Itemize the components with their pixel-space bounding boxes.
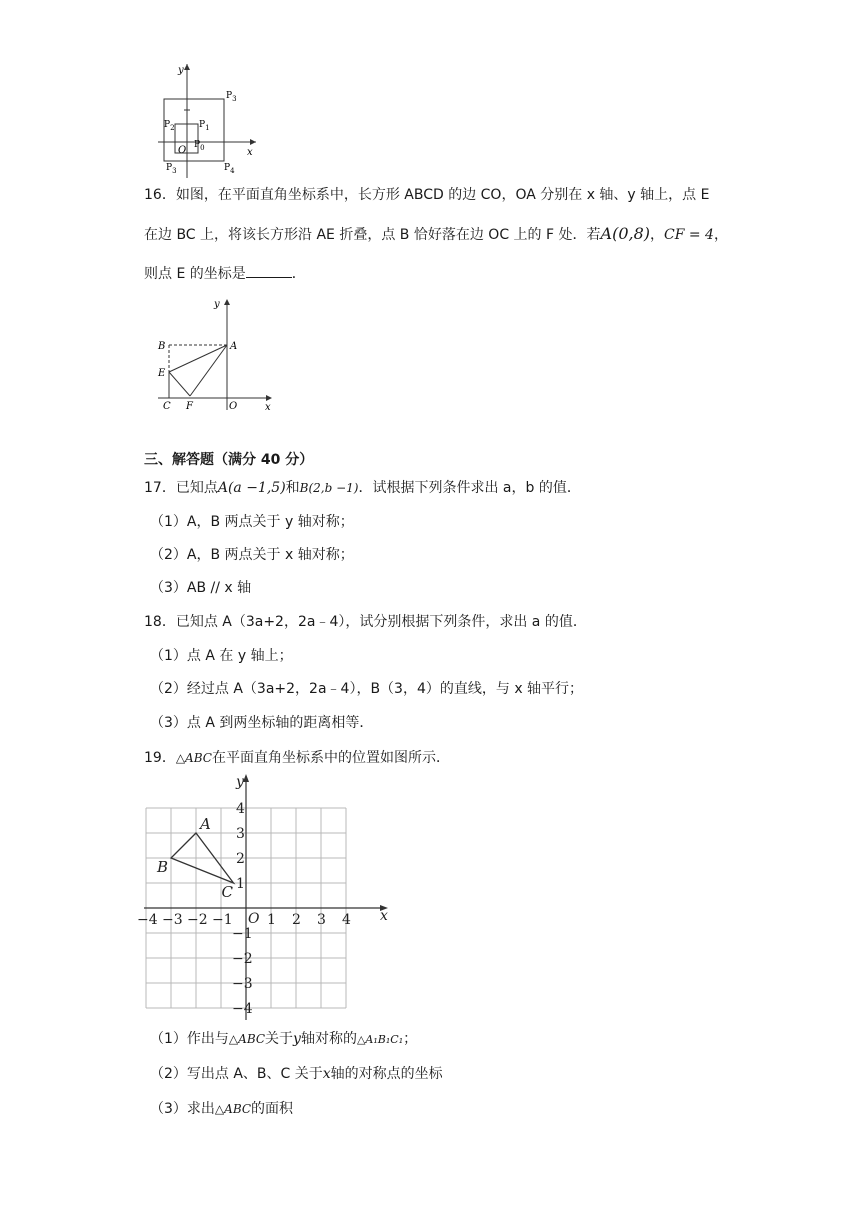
q16-line3: 则点 E 的坐标是 ． [144, 263, 306, 284]
q16-line1: 16．如图，在平面直角坐标系中，长方形 ABCD 的边 CO，OA 分别在 x 轴、y 轴上，点 E [144, 187, 710, 203]
q19-stem: 19．△ABC在平面直角坐标系中的位置如图所示． [144, 750, 450, 766]
y-tick-label: −3 [232, 976, 253, 992]
svg-text:P4: $P_4$ [224, 163, 235, 175]
q18-part-1: （1）点 A 在 y 轴上； [150, 648, 293, 664]
svg-text:P1: $P_1$ [199, 120, 210, 132]
y-tick-label: −2 [232, 951, 253, 967]
q18-part-3: （3）点 A 到两坐标轴的距离相等． [150, 715, 374, 731]
y-tick-label: 3 [236, 826, 245, 842]
fig16-label-F: F [186, 401, 193, 412]
y-tick-label: 2 [236, 851, 245, 867]
fig16-label-E: E [158, 368, 166, 379]
x-tick-label: −1 [212, 912, 233, 928]
q17-part-2: （2）A，B 两点关于 x 轴对称； [150, 547, 354, 563]
x-tick-label: 3 [317, 912, 326, 928]
x-tick-label: 2 [292, 912, 301, 928]
vertex-label-b: B [157, 858, 169, 876]
fig16-label-A: A [230, 341, 238, 352]
svg-text:P3: $P_3$ [166, 163, 177, 175]
fig15-axis-x: x [247, 147, 253, 158]
svg-text:P0: $P_0$ [194, 140, 205, 152]
fig16-label-C: C [163, 401, 171, 412]
q18-stem: 18．已知点 A（3a+2，2a﹣4），试分别根据下列条件，求出 a 的值． [144, 614, 587, 630]
x-tick-label: −2 [187, 912, 208, 928]
figure-15-coordinate-diagram [150, 60, 270, 185]
y-tick-label: −1 [232, 926, 253, 942]
svg-text:P3: $P_3$ [226, 91, 237, 103]
section-3-title: 三、解答题（满分 40 分） [144, 452, 314, 468]
axis-label-x: x [380, 908, 388, 924]
fig15-axis-y: y [178, 65, 184, 76]
fig16-label-B: B [158, 341, 166, 352]
q19-part-1: （1）作出与△ABC关于y轴对称的△A₁B₁C₁； [150, 1031, 418, 1047]
x-tick-label: 1 [267, 912, 276, 928]
vertex-label-c: C [221, 883, 233, 901]
y-tick-label: 4 [236, 801, 245, 817]
q19-part-2: （2）写出点 A、B、C 关于x轴的对称点的坐标 [150, 1066, 443, 1082]
q18-part-2: （2）经过点 A（3a+2，2a﹣4），B（3，4）的直线，与 x 轴平行； [150, 681, 584, 697]
svg-text:P2: $P_2$ [164, 120, 175, 132]
axis-label-y: y [236, 774, 244, 790]
x-tick-label: 4 [342, 912, 351, 928]
origin-label: O [248, 911, 260, 927]
q19-part-3: （3）求出△ABC的面积 [150, 1101, 294, 1117]
fig16-label-y: y [214, 299, 220, 310]
figure-19-coordinate-grid [137, 770, 400, 1025]
figure-16-rectangle-fold [150, 295, 280, 415]
answer-blank[interactable] [246, 263, 292, 278]
x-tick-label: −3 [162, 912, 183, 928]
y-tick-label: 1 [236, 876, 245, 892]
q17-part-3: （3）AB // x 轴 [150, 580, 252, 596]
y-tick-label: −4 [232, 1001, 253, 1017]
fig15-origin: O [178, 145, 187, 156]
x-tick-label: −4 [137, 912, 158, 928]
vertex-label-a: A [200, 815, 211, 833]
q17-part-1: （1）A，B 两点关于 y 轴对称； [150, 514, 354, 530]
q17-stem: 17．已知点A(a −1,5)和B(2,b −1)．试根据下列条件求出 a，b 的值． [144, 480, 581, 496]
fig16-label-O: O [229, 401, 238, 412]
q16-line2: 在边 BC 上，将该长方形沿 AE 折叠，点 B 恰好落在边 OC 上的 F 处．若A(0,8)，CF = 4， [144, 224, 728, 243]
fig16-label-x: x [265, 402, 271, 413]
